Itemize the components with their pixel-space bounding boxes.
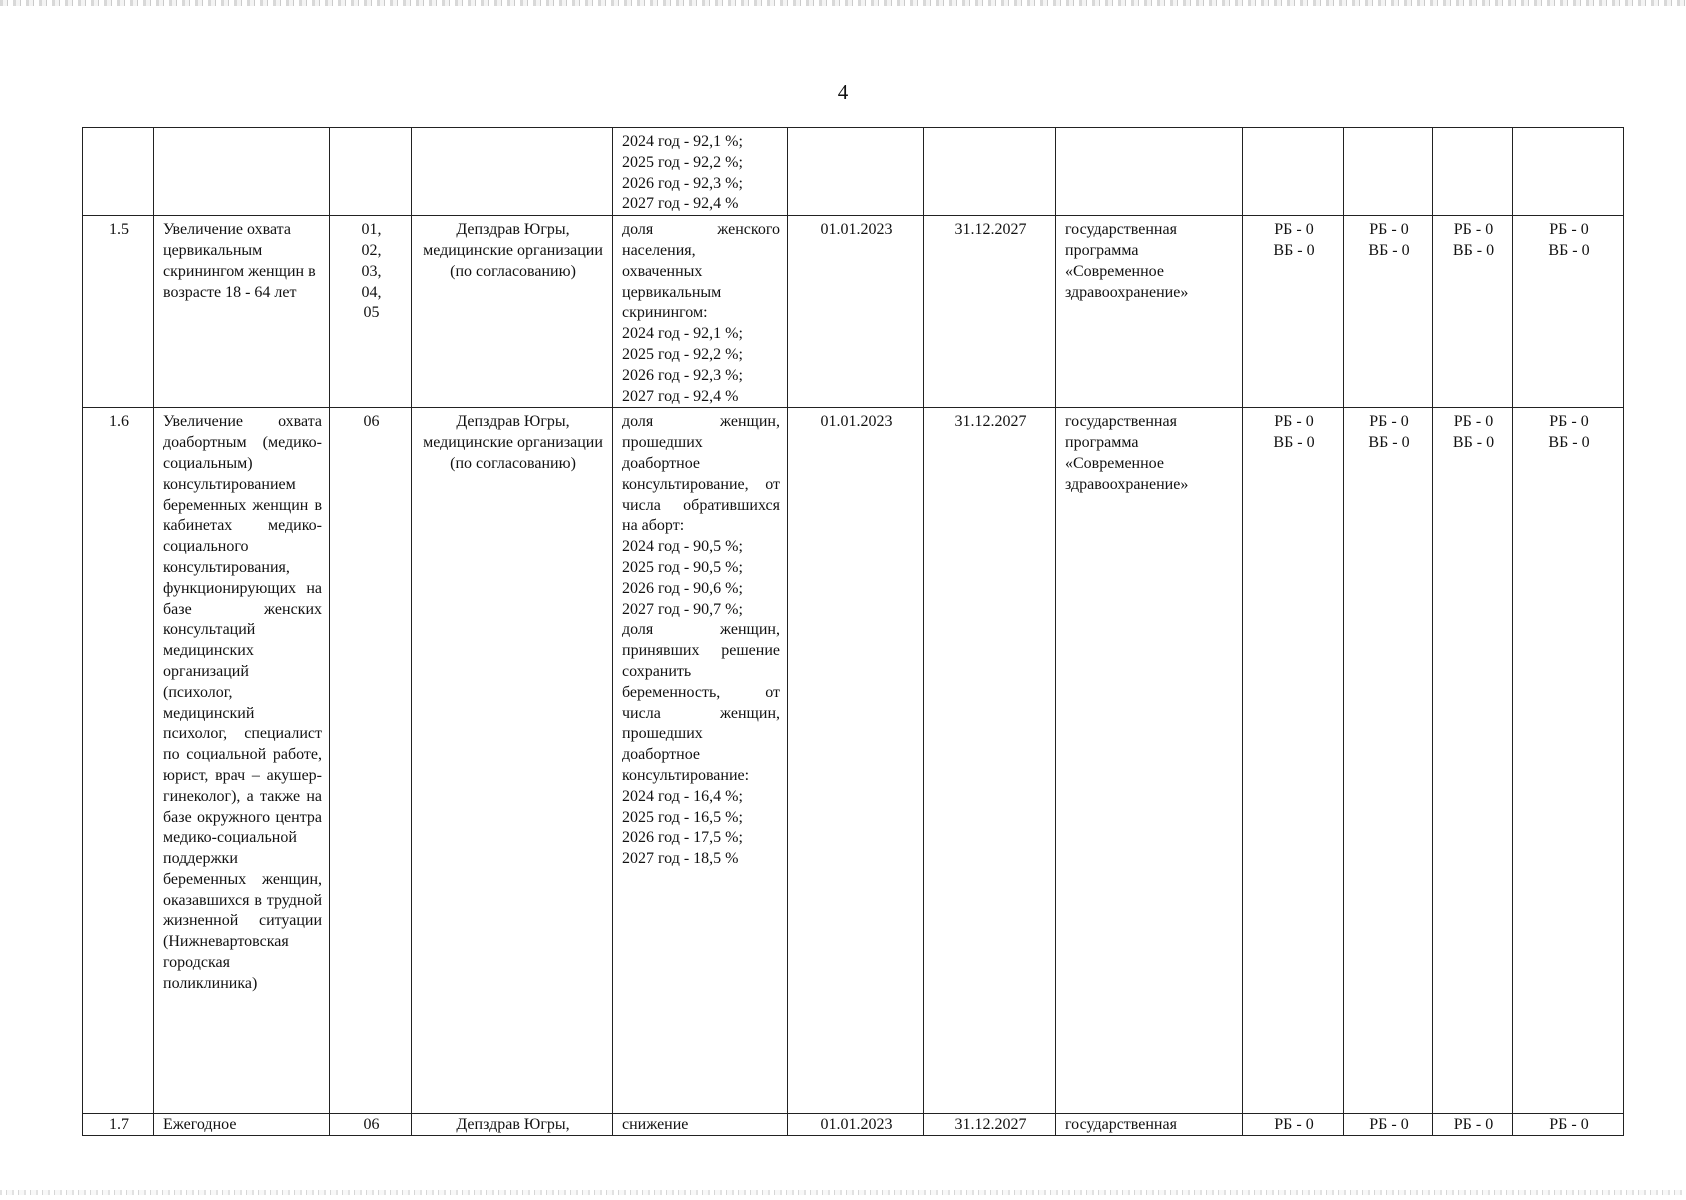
funding-rb: РБ - 0 bbox=[1549, 221, 1589, 239]
code-line: 05 bbox=[363, 304, 380, 322]
cell-codes: 06 bbox=[330, 1114, 412, 1136]
funding-rb: РБ - 0 bbox=[1549, 413, 1589, 431]
cell-funding-4 bbox=[1513, 216, 1624, 408]
scan-edge-top bbox=[0, 0, 1686, 6]
funding-vb: ВБ - 0 bbox=[1273, 434, 1315, 452]
funding-rb: РБ - 0 bbox=[1453, 221, 1494, 239]
funding-rb: РБ - 0 bbox=[1453, 413, 1494, 431]
funding-vb: ВБ - 0 bbox=[1452, 434, 1495, 452]
cell-program: государственная программа «Современное здравоохранение» bbox=[1056, 408, 1243, 1114]
indicator-line: 2024 год - 92,1 %; bbox=[622, 325, 743, 343]
code-line: 01, bbox=[361, 221, 382, 239]
cell-funding-3: РБ - 0 bbox=[1433, 1114, 1513, 1136]
cell-program bbox=[1056, 128, 1243, 216]
indicator-text: доля женского населения, охваченных цервикальным скринингом: bbox=[622, 221, 780, 322]
funding-vb: ВБ - 0 bbox=[1368, 241, 1410, 259]
cell-end: 31.12.2027 bbox=[924, 1114, 1056, 1136]
cell-executor: Депздрав Югры, медицинские организации (по согласованию) bbox=[412, 408, 613, 1114]
indicator-line: 2025 год - 16,5 %; bbox=[622, 808, 743, 826]
cell-funding-1 bbox=[1243, 216, 1344, 408]
cell-funding-2 bbox=[1344, 216, 1433, 408]
cell-executor: Депздрав Югры, bbox=[412, 1114, 613, 1136]
indicator-line: 2026 год - 90,6 %; bbox=[622, 579, 743, 597]
funding-vb: ВБ - 0 bbox=[1548, 241, 1590, 259]
table-row-continuation bbox=[83, 128, 1624, 216]
cell-funding-3 bbox=[1433, 216, 1513, 408]
code-line: 04, bbox=[361, 283, 382, 301]
funding-vb: ВБ - 0 bbox=[1273, 241, 1315, 259]
cell-funding-4: РБ - 0 bbox=[1513, 1114, 1624, 1136]
cell-indicator bbox=[613, 408, 788, 1114]
funding-vb: ВБ - 0 bbox=[1452, 241, 1495, 259]
cell-name: Ежегодное bbox=[154, 1114, 330, 1136]
cell-funding-1 bbox=[1243, 128, 1344, 216]
cell-codes bbox=[330, 128, 412, 216]
cell-start: 01.01.2023 bbox=[788, 216, 924, 408]
funding-rb: РБ - 0 bbox=[1369, 413, 1409, 431]
cell-codes: 06 bbox=[330, 408, 412, 1114]
indicator-line: 2027 год - 18,5 % bbox=[622, 850, 739, 868]
cell-funding-3 bbox=[1433, 128, 1513, 216]
scan-edge-bottom bbox=[0, 1190, 1686, 1195]
table-row-1-6 bbox=[83, 408, 1624, 1114]
indicator-line: 2026 год - 92,3 %; bbox=[622, 174, 743, 192]
cell-num: 1.7 bbox=[83, 1114, 154, 1136]
cell-num: 1.5 bbox=[83, 216, 154, 408]
cell-funding-4 bbox=[1513, 128, 1624, 216]
indicator-line: 2024 год - 92,1 %; bbox=[622, 133, 743, 150]
cell-funding-1 bbox=[1243, 408, 1344, 1114]
page-number: 4 bbox=[837, 80, 849, 104]
cell-indicator: снижение bbox=[613, 1114, 788, 1136]
table-row-1-5 bbox=[83, 216, 1624, 408]
code-line: 02, bbox=[361, 241, 382, 259]
funding-rb: РБ - 0 bbox=[1274, 413, 1314, 431]
indicator-line: 2027 год - 92,4 % bbox=[622, 195, 739, 213]
cell-funding-4 bbox=[1513, 408, 1624, 1114]
cell-start: 01.01.2023 bbox=[788, 408, 924, 1114]
indicator-line: 2025 год - 92,2 %; bbox=[622, 153, 743, 171]
funding-vb: ВБ - 0 bbox=[1548, 434, 1590, 452]
cell-funding-2 bbox=[1344, 128, 1433, 216]
table-row-1-7 bbox=[83, 1114, 1624, 1136]
cell-end: 31.12.2027 bbox=[924, 408, 1056, 1114]
indicator-line: 2024 год - 16,4 %; bbox=[622, 787, 743, 805]
cell-start: 01.01.2023 bbox=[788, 1114, 924, 1136]
indicator-line: 2025 год - 92,2 %; bbox=[622, 345, 743, 363]
cell-program: государственная bbox=[1056, 1114, 1243, 1136]
indicator-line: 2027 год - 90,7 %; bbox=[622, 600, 743, 618]
cell-program: государственная программа «Современное здравоохранение» bbox=[1056, 216, 1243, 408]
cell-funding-2 bbox=[1344, 408, 1433, 1114]
cell-executor: Депздрав Югры, медицинские организации (по согласованию) bbox=[412, 216, 613, 408]
funding-rb: РБ - 0 bbox=[1274, 221, 1314, 239]
cell-funding-1: РБ - 0 bbox=[1243, 1114, 1344, 1136]
funding-vb: ВБ - 0 bbox=[1368, 434, 1410, 452]
cell-name: Увеличение охвата цервикальным скринингом женщин в возрасте 18 - 64 лет bbox=[154, 216, 330, 408]
indicator-text: доля женщин, прошедших доабортное консультирование, от числа обратившихся на аборт: bbox=[622, 413, 780, 535]
indicator-line: 2026 год - 92,3 %; bbox=[622, 366, 743, 384]
cell-start bbox=[788, 128, 924, 216]
code-line: 03, bbox=[361, 262, 382, 280]
cell-name: Увеличение охвата доабортным (медико-социальным) консультированием беременных женщин в кабинетах медико-социального консультирования, функционирующих на базе женских консультаций медицинских организаций (психолог, медицинский психолог, специалист по социальной работе, юрист, врач – акушер-гинеколог), а также на базе окружного центра медико-социальной поддержки беременных женщин, оказавшихся в трудной жизненной ситуации (Нижневартовская городская поликлиника) bbox=[154, 408, 330, 1114]
cell-num: 1.6 bbox=[83, 408, 154, 1114]
funding-rb: РБ - 0 bbox=[1369, 221, 1409, 239]
indicator-line: 2025 год - 90,5 %; bbox=[622, 558, 743, 576]
cell-executor bbox=[412, 128, 613, 216]
cell-indicator bbox=[613, 216, 788, 408]
cell-end: 31.12.2027 bbox=[924, 216, 1056, 408]
cell-name bbox=[154, 128, 330, 216]
indicator-line: 2026 год - 17,5 %; bbox=[622, 829, 743, 847]
cell-end bbox=[924, 128, 1056, 216]
cell-indicator bbox=[613, 128, 788, 216]
indicator-text: доля женщин, принявших решение сохранить беременность, от числа женщин, прошедших доабортное консультирование: bbox=[622, 621, 780, 784]
indicator-line: 2027 год - 92,4 % bbox=[622, 387, 739, 405]
cell-codes bbox=[330, 216, 412, 408]
indicator-line: 2024 год - 90,5 %; bbox=[622, 538, 743, 556]
cell-funding-2: РБ - 0 bbox=[1344, 1114, 1433, 1136]
measures-table bbox=[82, 127, 1624, 1136]
cell-num bbox=[83, 128, 154, 216]
cell-funding-3 bbox=[1433, 408, 1513, 1114]
